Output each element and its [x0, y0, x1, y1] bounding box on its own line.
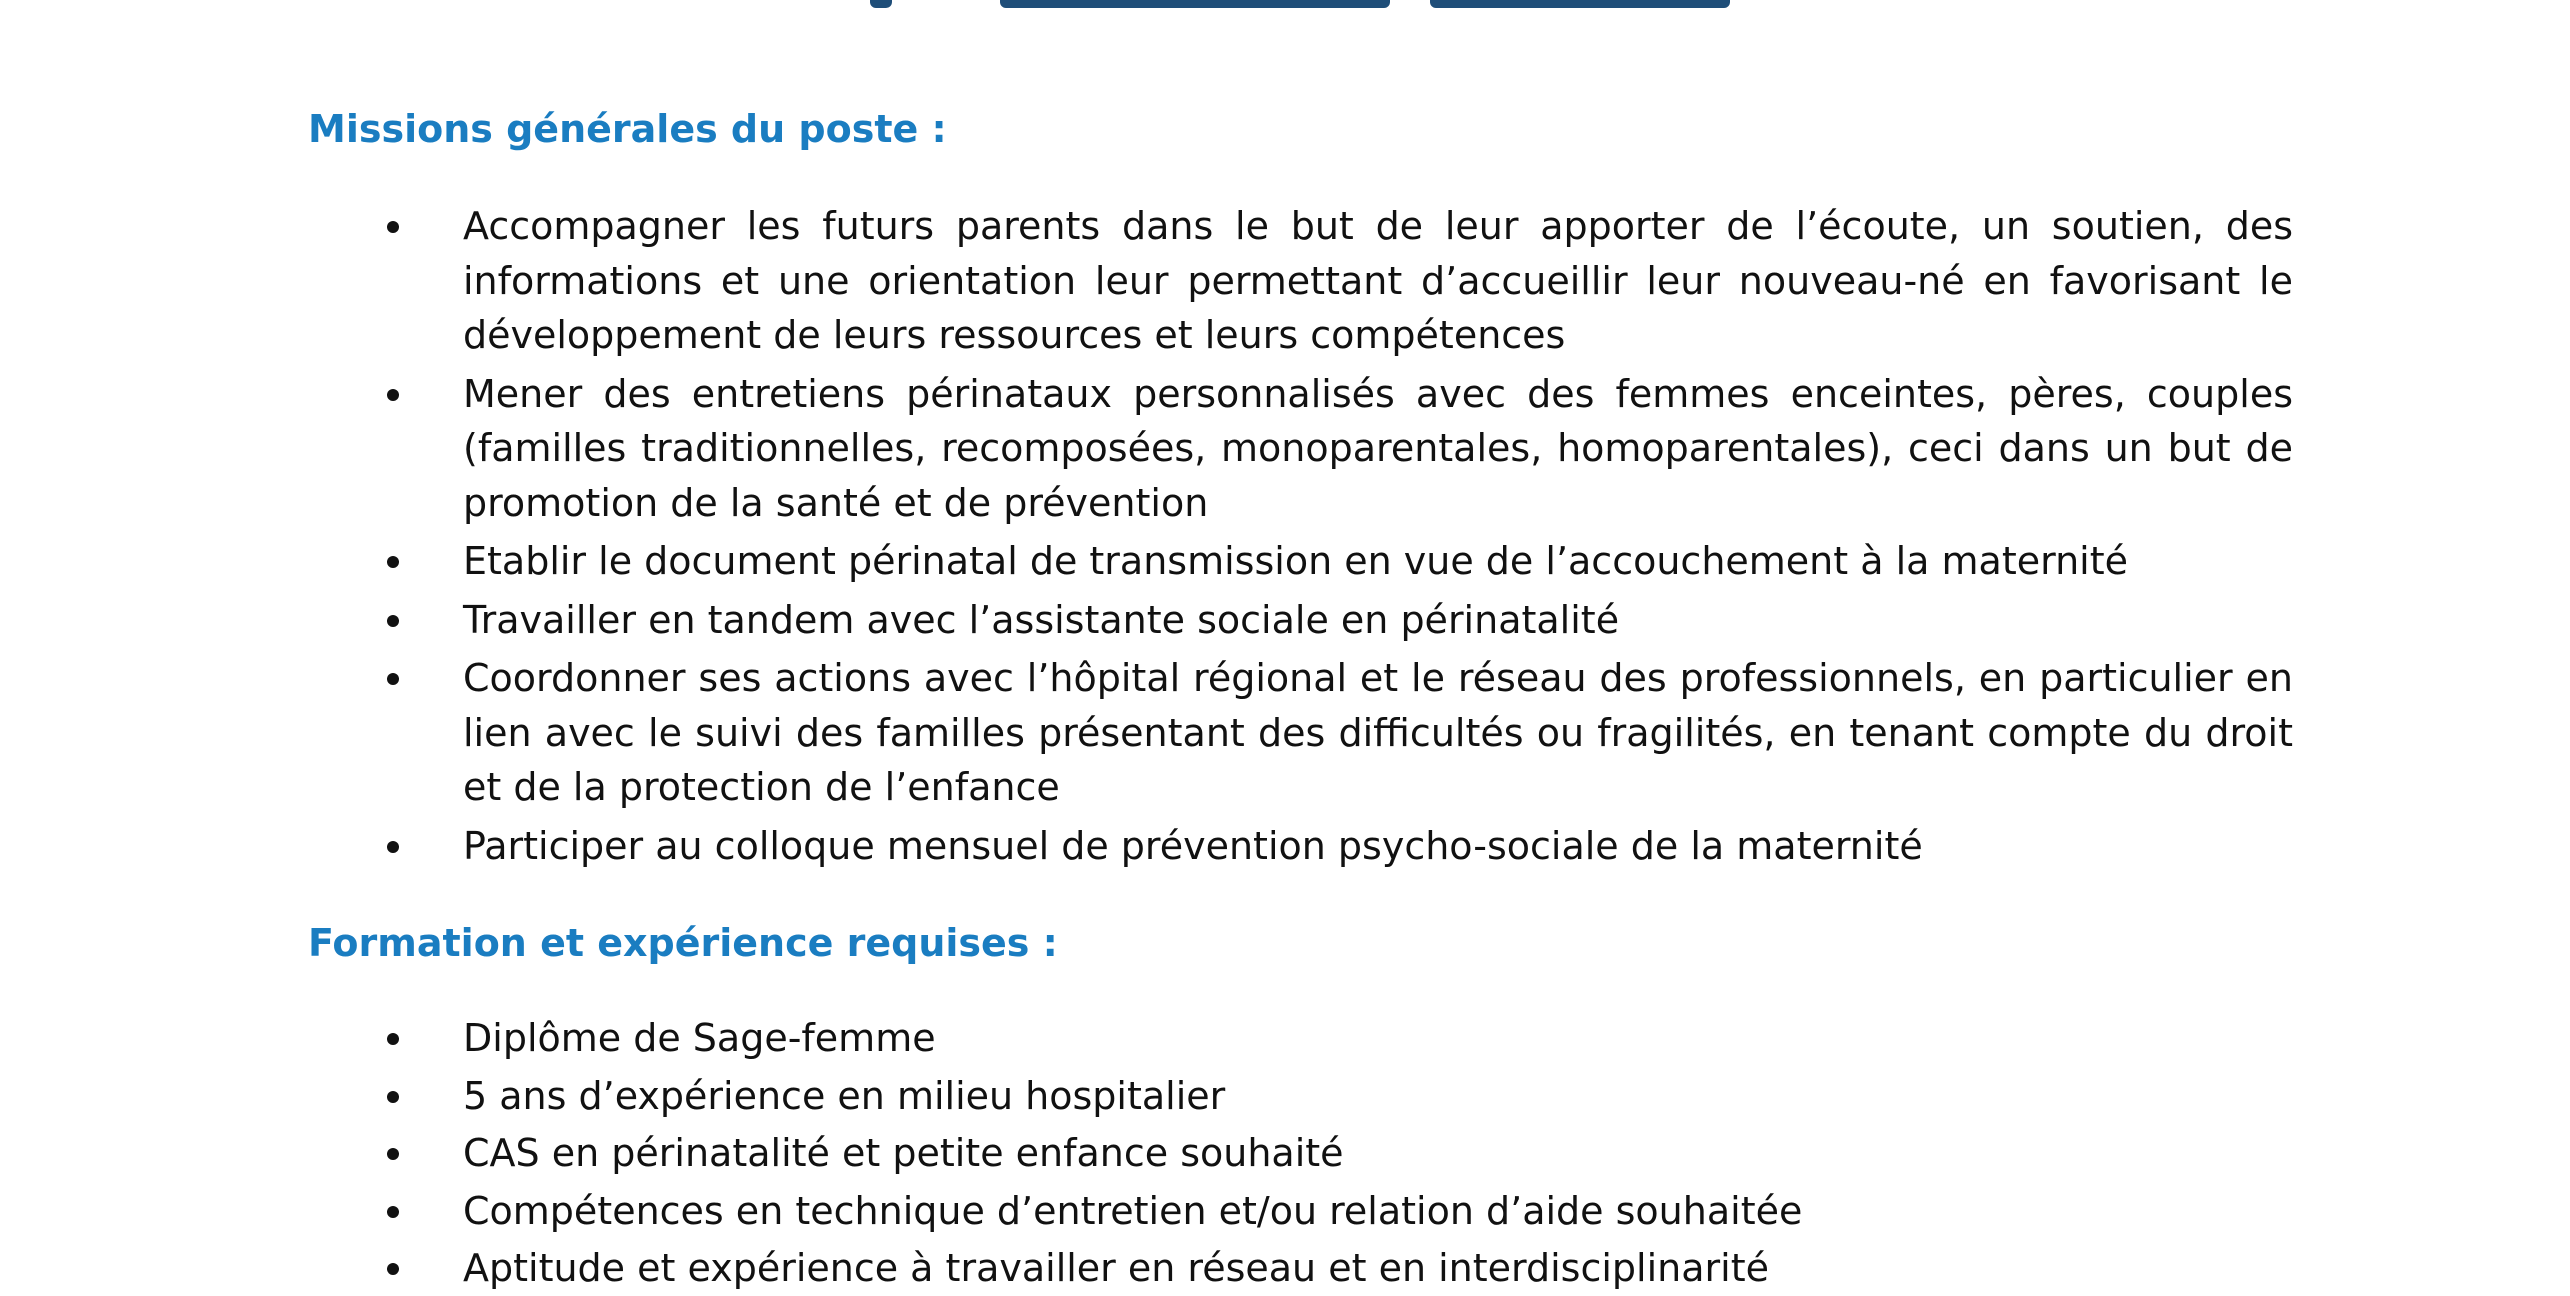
list-item-text: 5 ans d’expérience en milieu hospitalier — [463, 1073, 1226, 1118]
bullet-icon — [387, 1148, 399, 1160]
section-missions — [308, 104, 2293, 873]
section-heading-formation: Formation et expérience requises : — [308, 921, 1058, 965]
section-heading-missions: Missions générales du poste : — [308, 107, 947, 151]
missions-list — [308, 199, 2293, 873]
list-item-text: Diplôme de Sage-femme — [463, 1016, 936, 1060]
list-item — [308, 1184, 2293, 1239]
list-item — [308, 593, 2293, 648]
bullet-icon — [387, 673, 399, 685]
list-item — [308, 534, 2293, 589]
list-item — [308, 367, 2293, 531]
section-formation — [308, 918, 2293, 1296]
bullet-icon — [387, 221, 399, 233]
list-item-text: Aptitude et expérience à travailler en réseau et en interdisciplinarité — [463, 1246, 1769, 1290]
list-item-text: CAS en périnatalité et petite enfance souhaité — [463, 1131, 1344, 1175]
list-item-text: Participer au colloque mensuel de prévention psycho-sociale de la maternité — [463, 823, 1923, 868]
bullet-icon — [387, 1206, 399, 1218]
bullet-icon — [387, 841, 399, 853]
list-item — [308, 651, 2293, 815]
cropped-title-fragment — [870, 0, 1730, 8]
list-item-text: Mener des entretiens périnataux personnalisés avec des femmes enceintes, pères, couples (familles traditionnelles, recomposées, monoparentales, homoparentales), ceci dans un but de promotion de la santé et de prévention — [463, 371, 2293, 525]
list-item — [308, 819, 2293, 874]
list-item-text: Compétences en technique d’entretien et/ou relation d’aide souhaitée — [463, 1188, 1803, 1233]
list-item — [308, 1011, 2293, 1066]
bullet-icon — [387, 556, 399, 568]
list-item — [308, 1126, 2293, 1181]
list-item — [308, 1241, 2293, 1296]
list-item-text: Coordonner ses actions avec l’hôpital régional et le réseau des professionnels, en particulier en lien avec le suivi des familles présentant des difficultés ou fragilités, en tenant compte du droit et de la protection de l’enfance — [463, 656, 2293, 809]
formation-list — [308, 1011, 2293, 1296]
bullet-icon — [387, 615, 399, 627]
bullet-icon — [387, 1091, 399, 1103]
bullet-icon — [387, 1033, 399, 1045]
list-item — [308, 1069, 2293, 1124]
list-item-text: Accompagner les futurs parents dans le but de leur apporter de l’écoute, un soutien, des informations et une orientation leur permettant d’accueillir leur nouveau-né en favorisant le développement de leurs ressources et leurs compétences — [463, 204, 2293, 357]
list-item-text: Etablir le document périnatal de transmission en vue de l’accouchement à la maternité — [463, 539, 2128, 583]
list-item-text: Travailler en tandem avec l’assistante sociale en périnatalité — [463, 597, 1620, 642]
bullet-icon — [387, 389, 399, 401]
list-item — [308, 199, 2293, 363]
bullet-icon — [387, 1263, 399, 1275]
